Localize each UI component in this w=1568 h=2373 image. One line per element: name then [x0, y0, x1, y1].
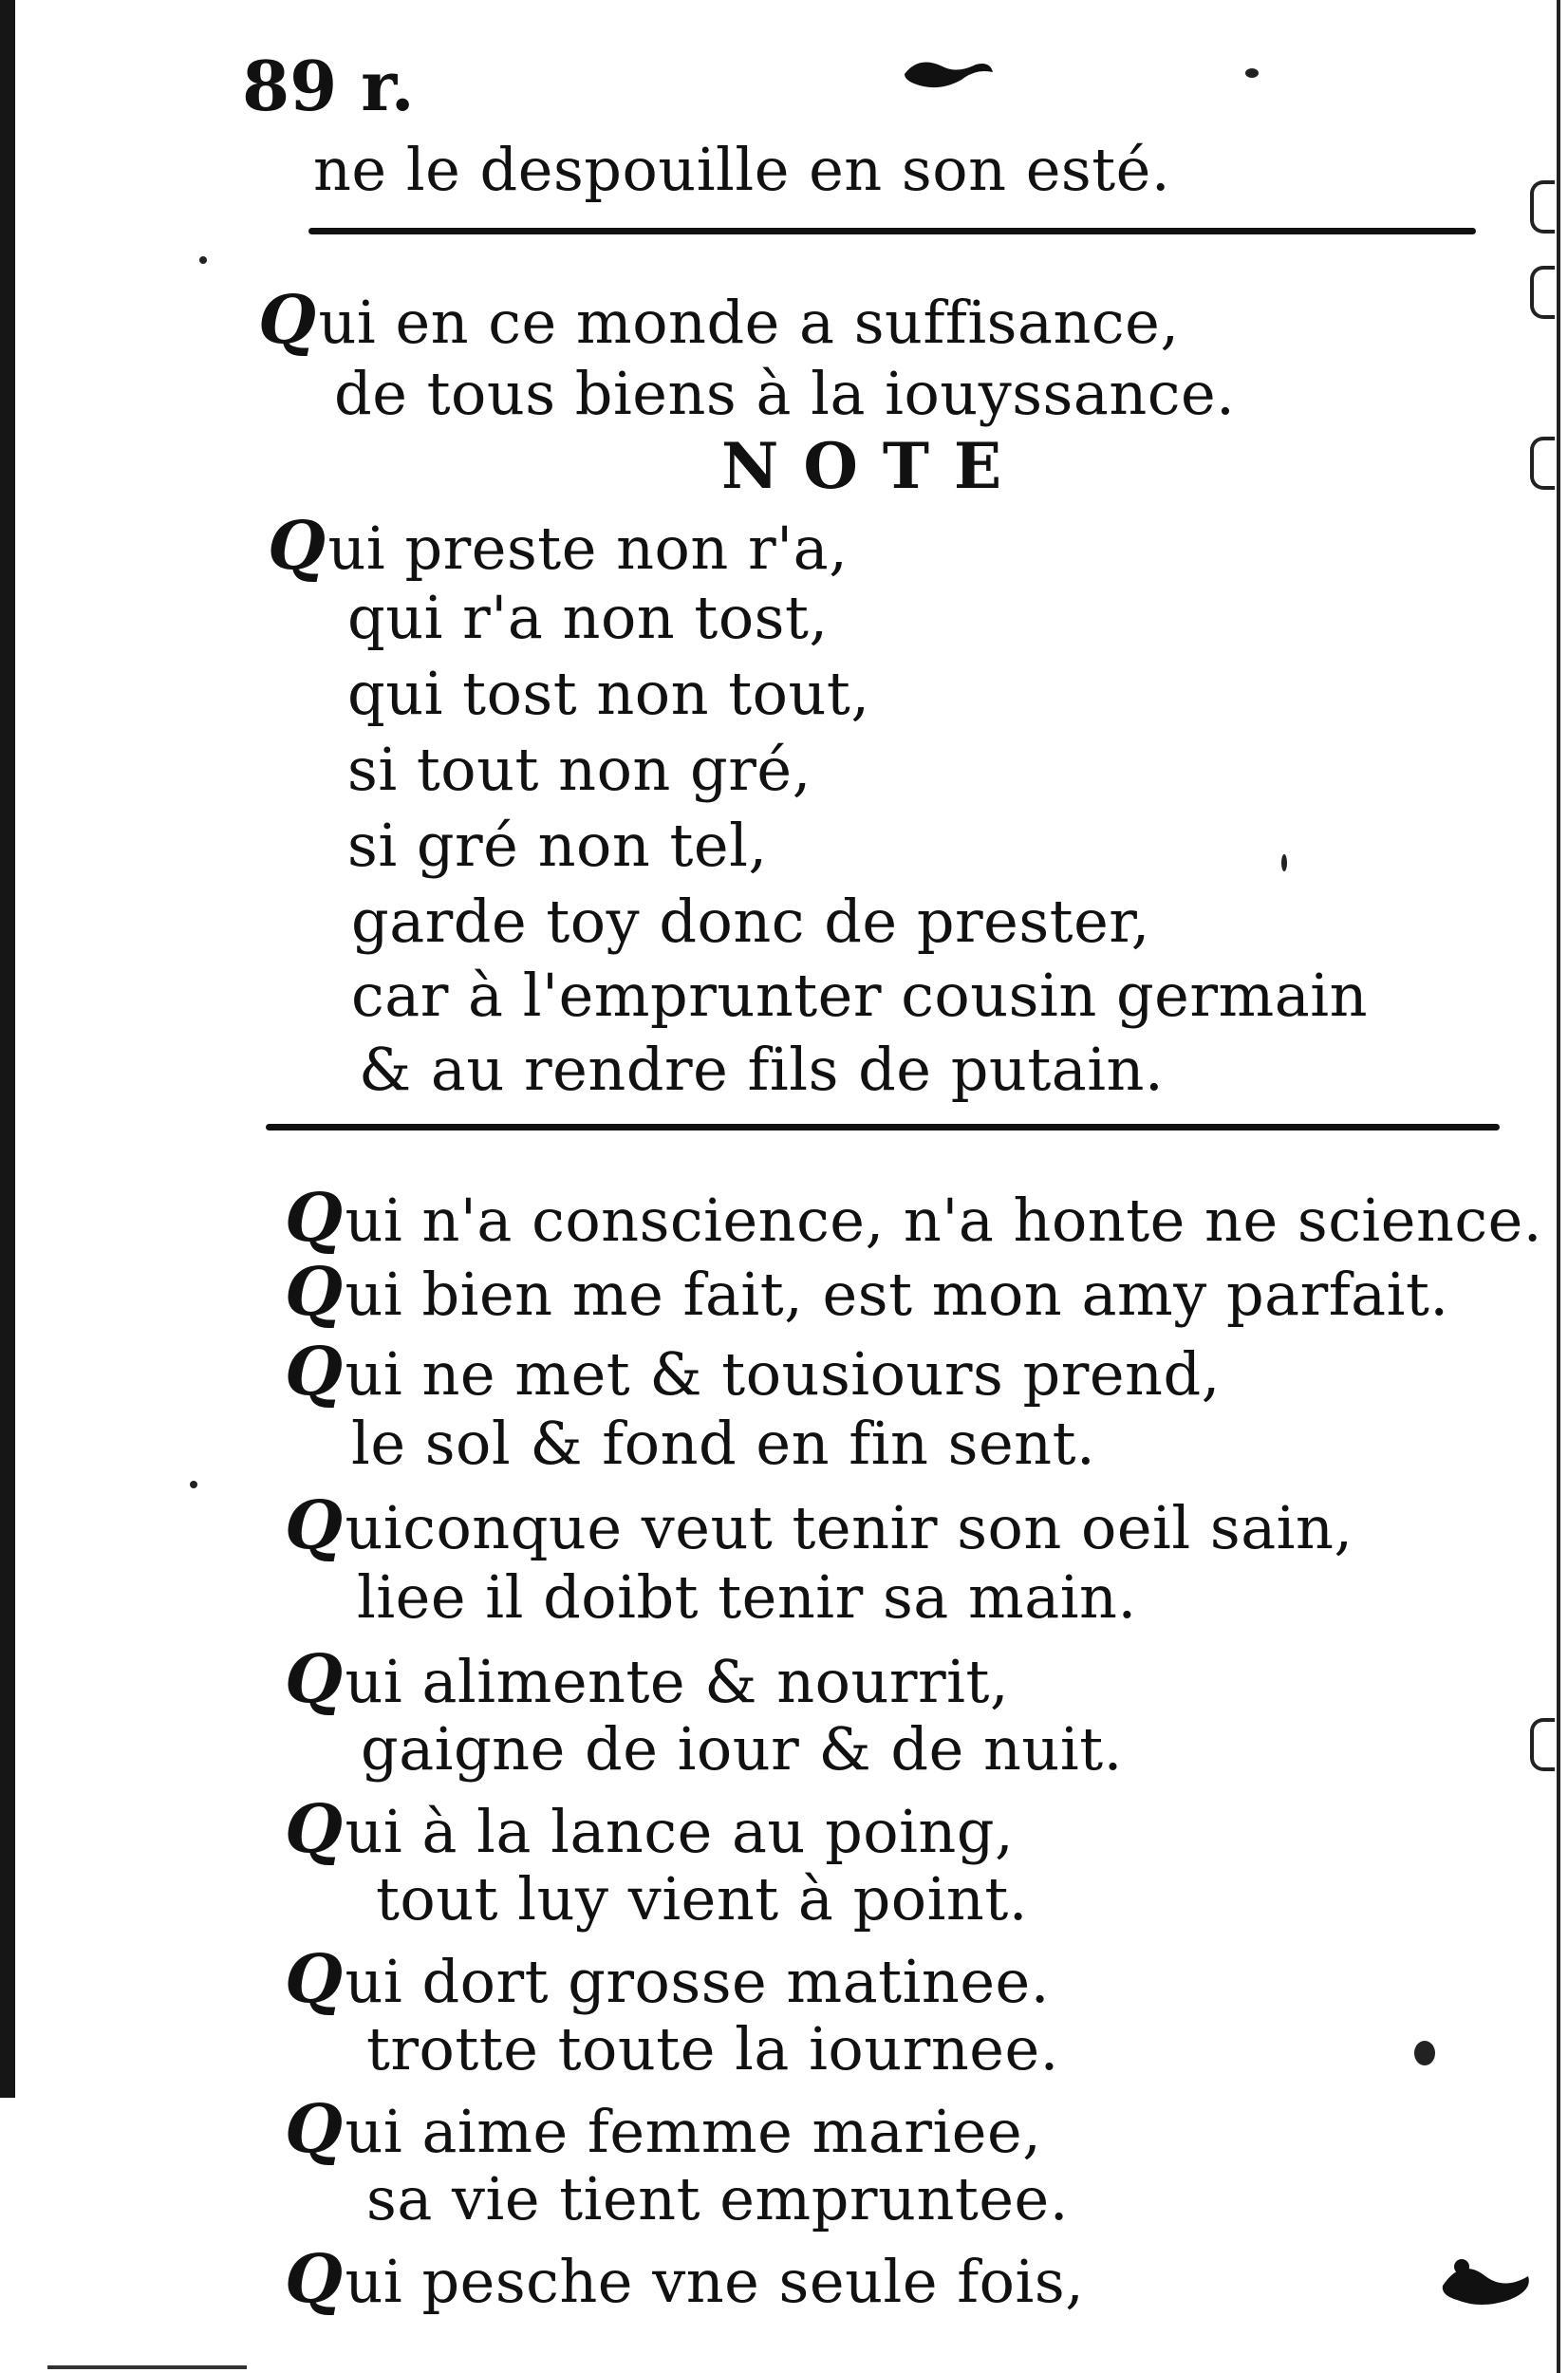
verse-line: Qui alimente & nourrit, — [285, 1639, 1010, 1718]
verse-line: si gré non tel, — [347, 811, 768, 880]
ink-speck — [199, 256, 207, 264]
verse-line: Qui dort grosse matinee. — [285, 1939, 1050, 2018]
divider-rule — [308, 228, 1476, 234]
verse-line: de tous biens à la iouyssance. — [334, 359, 1236, 428]
ink-speck — [190, 1481, 197, 1488]
page-binding-shadow — [0, 0, 15, 2098]
verse-line: Qui aime femme mariee, — [285, 2089, 1042, 2168]
verse-line: Qui en ce monde a suffisance, — [258, 280, 1180, 359]
verse-line: Quiconque veut tenir son oeil sain, — [285, 1485, 1353, 1564]
ink-speck — [1281, 854, 1287, 871]
verse-line: Qui à la lance au poing, — [285, 1789, 1015, 1868]
margin-marks — [1530, 180, 1559, 2079]
verse-line: garde toy donc de prester, — [351, 887, 1150, 956]
verse-line: trotte toute la iournee. — [366, 2014, 1059, 2083]
verse-line: qui tost non tout, — [347, 659, 870, 728]
section-heading: NOTE — [721, 429, 1027, 503]
verse-line: Qui preste non r'a, — [268, 506, 849, 585]
verse-line: liee il doibt tenir sa main. — [357, 1562, 1137, 1632]
verse-line: tout luy vient à point. — [376, 1864, 1028, 1934]
ink-speck — [1245, 68, 1259, 78]
top-line: ne le despouille en son esté. — [313, 135, 1171, 204]
verse-line: Qui ne met & tousiours prend, — [285, 1332, 1221, 1411]
verse-line: Qui bien me fait, est mon amy parfait. — [285, 1252, 1449, 1331]
verse-line: qui r'a non tost, — [347, 583, 829, 652]
fleuron-ornament-icon — [1433, 2248, 1538, 2314]
fleuron-ornament-icon — [900, 55, 995, 93]
verse-line: sa vie tient empruntee. — [366, 2164, 1069, 2233]
ink-speck — [1414, 2041, 1435, 2065]
verse-line: car à l'emprunter cousin germain — [351, 961, 1368, 1030]
verse-line: le sol & fond en fin sent. — [351, 1409, 1096, 1478]
folio-number: 89 r. — [242, 46, 415, 126]
verse-line: Qui n'a conscience, n'a honte ne science. — [285, 1178, 1542, 1257]
verse-line: Qui pesche vne seule fois, — [285, 2239, 1085, 2318]
divider-rule — [266, 1124, 1500, 1130]
scan-edge — [47, 2365, 247, 2369]
verse-line: & au rendre fils de putain. — [359, 1035, 1165, 1104]
verse-line: gaigne de iour & de nuit. — [361, 1714, 1123, 1784]
verse-line: si tout non gré, — [347, 735, 812, 804]
